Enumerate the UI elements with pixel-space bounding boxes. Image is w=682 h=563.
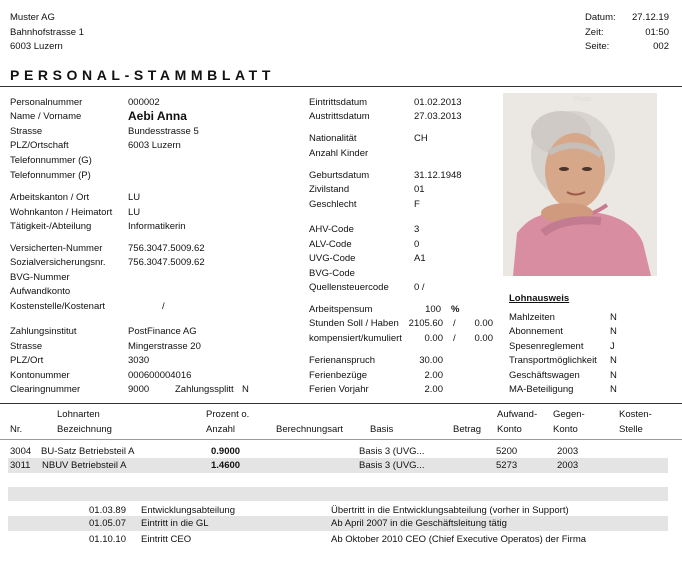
company-city: 6003 Luzern [10, 41, 63, 52]
row-basis: Basis 3 (UVG... [359, 460, 425, 471]
title-divider [0, 86, 682, 87]
ahv-value: 3 [414, 224, 420, 235]
employee-name: Aebi Anna [128, 109, 187, 123]
geschlecht-value: F [414, 199, 420, 210]
strasse-value: Bundesstrasse 5 [128, 126, 199, 137]
col-aufwand: Aufwand- [497, 409, 538, 420]
ferienbezuege-label: Ferienbezüge [309, 370, 368, 381]
lohnausweis-label: Geschäftswagen [509, 370, 580, 381]
stunden-sep: / [453, 318, 456, 329]
sozialvers-label: Sozialversicherungsnr. [10, 257, 106, 268]
row-nr: 3004 [10, 446, 32, 457]
col-basis: Basis [370, 424, 394, 435]
geburt-value: 31.12.1948 [414, 170, 462, 181]
lohnausweis-value: N [610, 326, 617, 337]
col-lohnarten: Lohnarten [57, 409, 100, 420]
kostenstelle-label: Kostenstelle/Kostenart [10, 301, 106, 312]
z-plz-label: PLZ/Ort [10, 355, 44, 366]
date-value: 27.12.19 [632, 12, 669, 23]
name-label: Name / Vorname [10, 111, 82, 122]
date-label: Datum: [585, 12, 616, 23]
lohnausweis-label: Transportmöglichkeit [509, 355, 597, 366]
lohnausweis-label: Spesenreglement [509, 341, 584, 352]
plz-label: PLZ/Ortschaft [10, 140, 69, 151]
ferienvorjahr-value: 2.00 [424, 384, 443, 395]
stunden-soll: 2105.60 [408, 318, 443, 329]
quellen-label: Quellensteuercode [309, 282, 389, 293]
time-value: 01:50 [645, 27, 669, 38]
kumuliert-value: 0.00 [474, 333, 493, 344]
zivil-value: 01 [414, 184, 425, 195]
austritt-value: 27.03.2013 [414, 111, 462, 122]
wohnkanton-value: LU [128, 207, 141, 218]
col-gegen-konto: Konto [553, 424, 578, 435]
history-date: 01.05.07 [89, 518, 126, 529]
tel-g-label: Telefonnummer (G) [10, 155, 92, 166]
row-bezeichnung: BU-Satz Betriebsteil A [41, 446, 135, 457]
time-label: Zeit: [585, 27, 604, 38]
kinder-label: Anzahl Kinder [309, 148, 369, 159]
table-row [8, 458, 668, 473]
strasse-label: Strasse [10, 126, 43, 137]
lohnausweis-label: Mahlzeiten [509, 312, 555, 323]
quellen-value: 0 / [414, 282, 425, 293]
arbeitskanton-value: LU [128, 192, 141, 203]
stunden-label: Stunden Soll / Haben [309, 318, 399, 329]
pensum-unit: % [451, 304, 460, 315]
page-value: 002 [653, 41, 669, 52]
kompensiert-value: 0.00 [424, 333, 443, 344]
lohnausweis-value: J [610, 341, 615, 352]
history-header-band [8, 487, 668, 501]
nationalitaet-value: CH [414, 133, 428, 144]
zahlungsinstitut-value: PostFinance AG [128, 326, 197, 337]
uvg-label: UVG-Code [309, 253, 356, 264]
taetigkeit-value: Informatikerin [128, 221, 186, 232]
page-title: PERSONAL-STAMMBLATT [10, 67, 275, 83]
kontonummer-value: 000600004016 [128, 370, 192, 381]
personalnummer-label: Personalnummer [10, 97, 83, 108]
versicherten-label: Versicherten-Nummer [10, 243, 103, 254]
page-label: Seite: [585, 41, 610, 52]
col-nr: Nr. [10, 424, 23, 435]
lohnausweis-value: N [610, 370, 617, 381]
portrait-image [503, 93, 657, 276]
row-anzahl: 0.9000 [211, 446, 241, 457]
zivil-label: Zivilstand [309, 184, 350, 195]
lohnausweis-label: Abonnement [509, 326, 563, 337]
kontonummer-label: Kontonummer [10, 370, 70, 381]
lohnausweis-label: MA-Beteiligung [509, 384, 574, 395]
uvg-value: A1 [414, 253, 426, 264]
geschlecht-label: Geschlecht [309, 199, 357, 210]
col-kosten: Kosten- [619, 409, 652, 420]
row-aufwand: 5273 [496, 460, 518, 471]
plz-value: 6003 Luzern [128, 140, 181, 151]
z-strasse-label: Strasse [10, 341, 43, 352]
eintritt-value: 01.02.2013 [414, 97, 462, 108]
history-event: Entwicklungsabteilung [141, 505, 236, 516]
tel-p-label: Telefonnummer (P) [10, 170, 91, 181]
row-anzahl: 1.4600 [211, 460, 241, 471]
z-plz-value: 3030 [128, 355, 150, 366]
history-date: 01.03.89 [89, 505, 126, 516]
lohnausweis-title: Lohnausweis [509, 293, 570, 304]
alv-label: ALV-Code [309, 239, 352, 250]
zahlungssplitt-value: N [242, 384, 249, 395]
personalnummer-value: 000002 [128, 97, 160, 108]
ahv-label: AHV-Code [309, 224, 354, 235]
geburt-label: Geburtsdatum [309, 170, 370, 181]
eintritt-label: Eintrittsdatum [309, 97, 368, 108]
bvgcode-label: BVG-Code [309, 268, 355, 279]
col-kosten-stelle: Stelle [619, 424, 643, 435]
row-bezeichnung: NBUV Betriebsteil A [42, 460, 127, 471]
stunden-haben: 0.00 [474, 318, 493, 329]
ferienanspruch-label: Ferienanspruch [309, 355, 376, 366]
kompensiert-label: kompensiert/kumuliert [309, 333, 402, 344]
arbeitskanton-label: Arbeitskanton / Ort [10, 192, 90, 203]
col-anzahl: Anzahl [206, 424, 236, 435]
row-aufwand: 5200 [496, 446, 518, 457]
history-event: Eintritt in die GL [141, 518, 209, 529]
clearing-value: 9000 [128, 384, 150, 395]
row-gegen: 2003 [557, 460, 579, 471]
pensum-value: 100 [425, 304, 441, 315]
z-strasse-value: Mingerstrasse 20 [128, 341, 201, 352]
col-berechnungsart: Berechnungsart [276, 424, 344, 435]
ferienbezuege-value: 2.00 [424, 370, 443, 381]
kompensiert-sep: / [453, 333, 456, 344]
list-item [8, 516, 668, 531]
row-gegen: 2003 [557, 446, 579, 457]
taetigkeit-label: Tätigkeit-/Abteilung [10, 221, 92, 232]
lohnausweis-value: N [610, 312, 617, 323]
col-gegen: Gegen- [553, 409, 585, 420]
bvg-label: BVG-Nummer [10, 272, 70, 283]
sozialvers-value: 756.3047.5009.62 [128, 257, 205, 268]
row-basis: Basis 3 (UVG... [359, 446, 425, 457]
pensum-label: Arbeitspensum [309, 304, 373, 315]
table-header-divider [0, 439, 682, 440]
zahlungsinstitut-label: Zahlungsinstitut [10, 326, 77, 337]
row-nr: 3011 [10, 460, 31, 471]
history-note: Ab April 2007 in die Geschäftsleitung tätig [331, 518, 507, 529]
employee-photo [503, 93, 657, 276]
kostenstelle-value: / [162, 301, 165, 312]
history-event: Eintritt CEO [141, 534, 192, 545]
austritt-label: Austrittsdatum [309, 111, 370, 122]
history-note: Übertritt in die Entwicklungsabteilung (vorher in Support) [331, 505, 569, 516]
company-name: Muster AG [10, 12, 55, 23]
photo-caption: Photo [573, 96, 592, 103]
col-betrag: Betrag [453, 424, 481, 435]
aufwandkonto-label: Aufwandkonto [10, 286, 71, 297]
clearing-label: Clearingnummer [10, 384, 81, 395]
ferienvorjahr-label: Ferien Vorjahr [309, 384, 369, 395]
alv-value: 0 [414, 239, 420, 250]
versicherten-value: 756.3047.5009.62 [128, 243, 205, 254]
wohnkanton-label: Wohnkanton / Heimatort [10, 207, 113, 218]
ferienanspruch-value: 30.00 [419, 355, 443, 366]
table-top-divider [0, 403, 682, 404]
history-note: Ab Oktober 2010 CEO (Chief Executive Operatos) der Firma [331, 534, 587, 545]
history-date: 01.10.10 [89, 534, 126, 545]
nationalitaet-label: Nationalität [309, 133, 357, 144]
zahlungssplitt-label: Zahlungssplitt [175, 384, 234, 395]
company-street: Bahnhofstrasse 1 [10, 27, 84, 38]
lohnausweis-value: N [610, 355, 617, 366]
col-prozent: Prozent o. [206, 409, 250, 420]
col-bezeichnung: Bezeichnung [57, 424, 112, 435]
col-aufwand-konto: Konto [497, 424, 522, 435]
lohnausweis-value: N [610, 384, 617, 395]
